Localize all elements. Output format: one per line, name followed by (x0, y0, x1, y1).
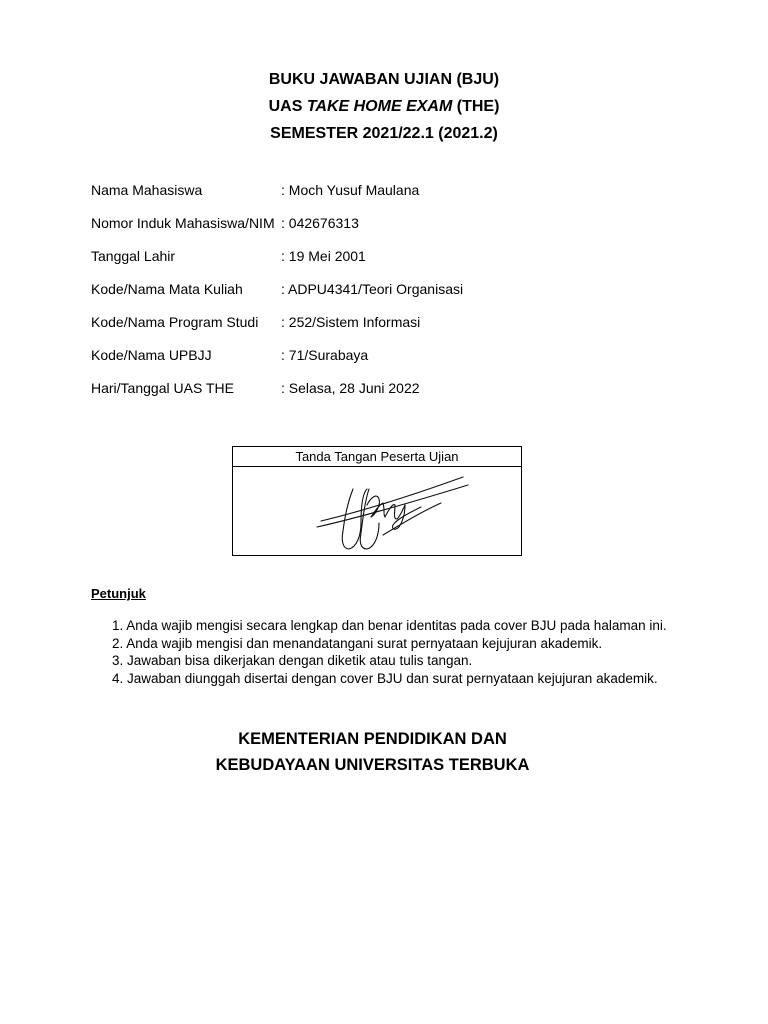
identity-table (91, 180, 691, 411)
signature-box-header: Tanda Tangan Peserta Ujian (233, 447, 521, 467)
instruction-item: 2. Anda wajib mengisi dan menandatangani surat pernyataan kejujuran akademik. (112, 635, 603, 651)
identity-value: : 252/Sistem Informasi (281, 314, 421, 330)
identity-value: : 71/Surabaya (281, 347, 369, 363)
identity-row-nama (91, 180, 691, 213)
title-line-2-italic: TAKE HOME EXAM (306, 98, 453, 115)
identity-label: Nomor Induk Mahasiswa/NIM (91, 215, 275, 231)
instruction-item: 4. Jawaban diunggah disertai dengan cover BJU dan surat pernyataan kejujuran akademik. (112, 670, 658, 686)
title-line-2-suffix: (THE) (452, 98, 500, 115)
identity-label: Nama Mahasiswa (91, 182, 203, 198)
identity-row-tanggal-lahir (91, 246, 691, 279)
identity-row-nim (91, 213, 691, 246)
identity-row-upbjj (91, 345, 691, 378)
identity-row-program-studi (91, 312, 691, 345)
identity-label: Kode/Nama UPBJJ (91, 347, 212, 363)
identity-label: Tanggal Lahir (91, 248, 176, 264)
instruction-item: 3. Jawaban bisa dikerjakan dengan diketik atau tulis tangan. (112, 653, 473, 668)
footer-line-2: KEBUDAYAAN UNIVERSITAS TERBUKA (215, 756, 530, 774)
signature-box (232, 446, 522, 556)
title-line-2 (0, 93, 768, 120)
identity-value: : 19 Mei 2001 (281, 248, 366, 264)
signature-area (233, 467, 521, 556)
identity-row-hari-tanggal (91, 378, 691, 411)
footer-line-1: KEMENTERIAN PENDIDIKAN DAN (238, 730, 507, 748)
title-line-2-prefix: UAS (268, 98, 307, 115)
identity-label: Kode/Nama Program Studi (91, 314, 259, 330)
title-line-3: SEMESTER 2021/22.1 (2021.2) (270, 125, 498, 142)
handwritten-signature (313, 475, 473, 555)
title-line-1: BUKU JAWABAN UJIAN (BJU) (268, 71, 500, 88)
identity-row-mata-kuliah (91, 279, 691, 312)
identity-value: : Moch Yusuf Maulana (281, 182, 420, 198)
identity-label: Hari/Tanggal UAS THE (91, 380, 234, 396)
instruction-item: 1. Anda wajib mengisi secara lengkap dan benar identitas pada cover BJU pada halaman ini. (112, 618, 667, 633)
identity-value: : 042676313 (281, 215, 359, 231)
document-title (0, 66, 768, 147)
institution-footer (0, 726, 745, 778)
petunjuk-heading: Petunjuk (91, 586, 146, 601)
identity-value: : Selasa, 28 Juni 2022 (281, 380, 420, 396)
identity-value: : ADPU4341/Teori Organisasi (281, 281, 464, 297)
instruction-list (112, 617, 732, 687)
identity-label: Kode/Nama Mata Kuliah (91, 281, 243, 297)
